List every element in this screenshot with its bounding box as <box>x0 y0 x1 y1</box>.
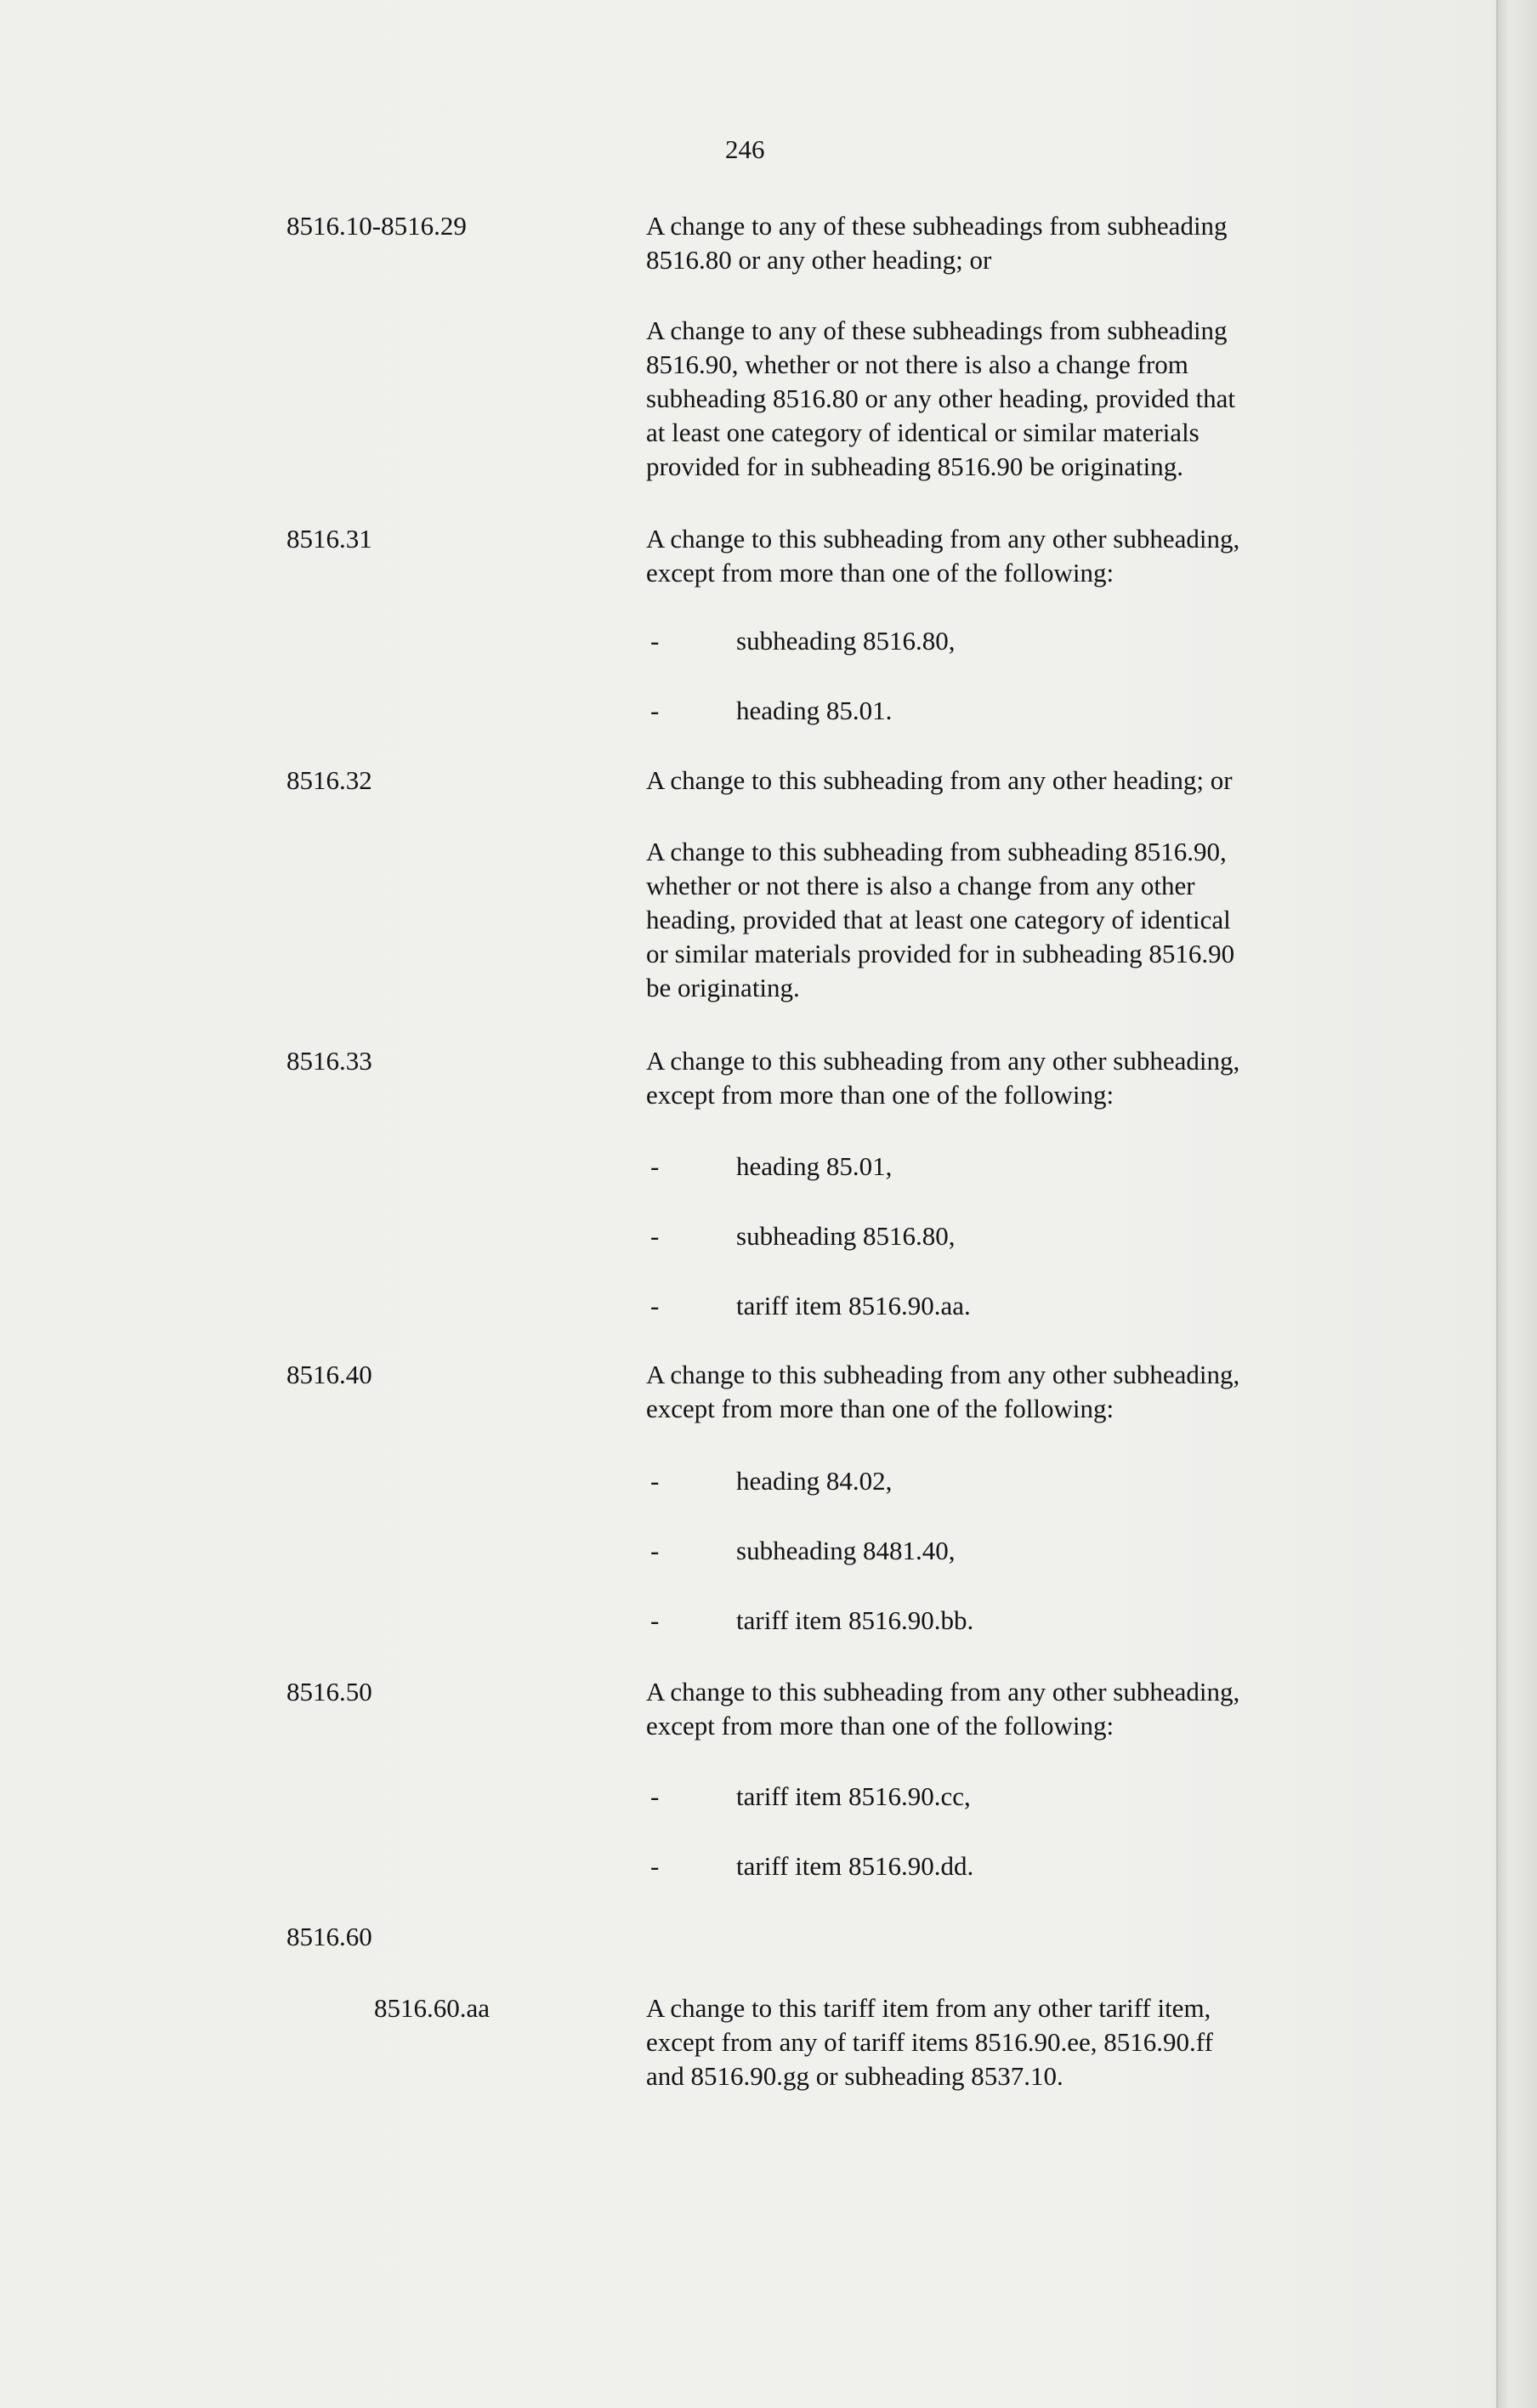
rule-text-line: except from more than one of the following: <box>646 1080 1114 1110</box>
subheading-code: 8516.60 <box>286 1922 372 1951</box>
rule-text-line: A change to this subheading from subheading 8516.90, <box>646 837 1227 866</box>
rule-text-line: heading, provided that at least one category of identical <box>646 905 1231 934</box>
rule-text-line: A change to this subheading from any other subheading, <box>646 1677 1240 1707</box>
subheading-code: 8516.31 <box>286 524 372 554</box>
list-item: heading 85.01, <box>736 1151 893 1181</box>
rule-text-line: or similar materials provided for in subheading 8516.90 <box>646 939 1235 968</box>
list-item: subheading 8481.40, <box>736 1536 956 1565</box>
list-dash: - <box>650 1781 660 1811</box>
list-dash: - <box>650 1851 660 1881</box>
rule-text-line: 8516.80 or any other heading; or <box>646 245 992 275</box>
list-dash: - <box>650 1291 660 1320</box>
list-item: subheading 8516.80, <box>736 626 956 656</box>
subheading-code: 8516.50 <box>286 1677 372 1707</box>
list-item: tariff item 8516.90.dd. <box>736 1851 974 1881</box>
list-dash: - <box>650 1605 660 1635</box>
rule-text-line: except from any of tariff items 8516.90.ee, 8516.90.ff <box>646 2027 1213 2057</box>
tariff-item-code: 8516.60.aa <box>374 1993 491 2023</box>
rule-text-line: whether or not there is also a change from any other <box>646 871 1195 900</box>
subheading-code: 8516.10-8516.29 <box>286 211 467 241</box>
page-number: 246 <box>725 134 765 164</box>
list-dash: - <box>650 1221 660 1251</box>
subheading-code: 8516.33 <box>286 1046 372 1076</box>
rule-text-line: 8516.90, whether or not there is also a change from <box>646 349 1188 379</box>
list-dash: - <box>650 696 660 725</box>
page-edge <box>1496 0 1537 2408</box>
rule-text-line: provided for in subheading 8516.90 be originating. <box>646 452 1183 481</box>
subheading-code: 8516.40 <box>286 1360 372 1389</box>
list-dash: - <box>650 1151 660 1181</box>
list-item: subheading 8516.80, <box>736 1221 956 1251</box>
rule-text-line: A change to this subheading from any other subheading, <box>646 524 1240 554</box>
rule-text-line: except from more than one of the following: <box>646 1711 1114 1741</box>
list-item: tariff item 8516.90.cc, <box>736 1781 971 1811</box>
rule-text-line: except from more than one of the following: <box>646 1394 1114 1423</box>
rule-text-line: subheading 8516.80 or any other heading, provided that <box>646 383 1236 413</box>
rule-text-line: A change to this subheading from any other heading; or <box>646 765 1233 795</box>
rule-text-line: except from more than one of the following: <box>646 558 1114 588</box>
rule-text-line: A change to this subheading from any other subheading, <box>646 1360 1240 1389</box>
list-dash: - <box>650 626 660 656</box>
rule-text-line: A change to any of these subheadings from subheading <box>646 211 1228 241</box>
list-item: heading 84.02, <box>736 1466 893 1496</box>
list-dash: - <box>650 1536 660 1565</box>
list-dash: - <box>650 1466 660 1496</box>
rule-text-line: A change to this subheading from any other subheading, <box>646 1046 1240 1076</box>
rule-text-line: be originating. <box>646 973 800 1002</box>
list-item: heading 85.01. <box>736 696 893 725</box>
rule-text-line: and 8516.90.gg or subheading 8537.10. <box>646 2061 1063 2091</box>
list-item: tariff item 8516.90.aa. <box>736 1291 971 1320</box>
rule-text-line: A change to any of these subheadings from subheading <box>646 315 1228 345</box>
rule-text-line: A change to this tariff item from any other tariff item, <box>646 1993 1211 2023</box>
subheading-code: 8516.32 <box>286 765 372 795</box>
list-item: tariff item 8516.90.bb. <box>736 1605 974 1635</box>
rule-text-line: at least one category of identical or similar materials <box>646 417 1200 447</box>
